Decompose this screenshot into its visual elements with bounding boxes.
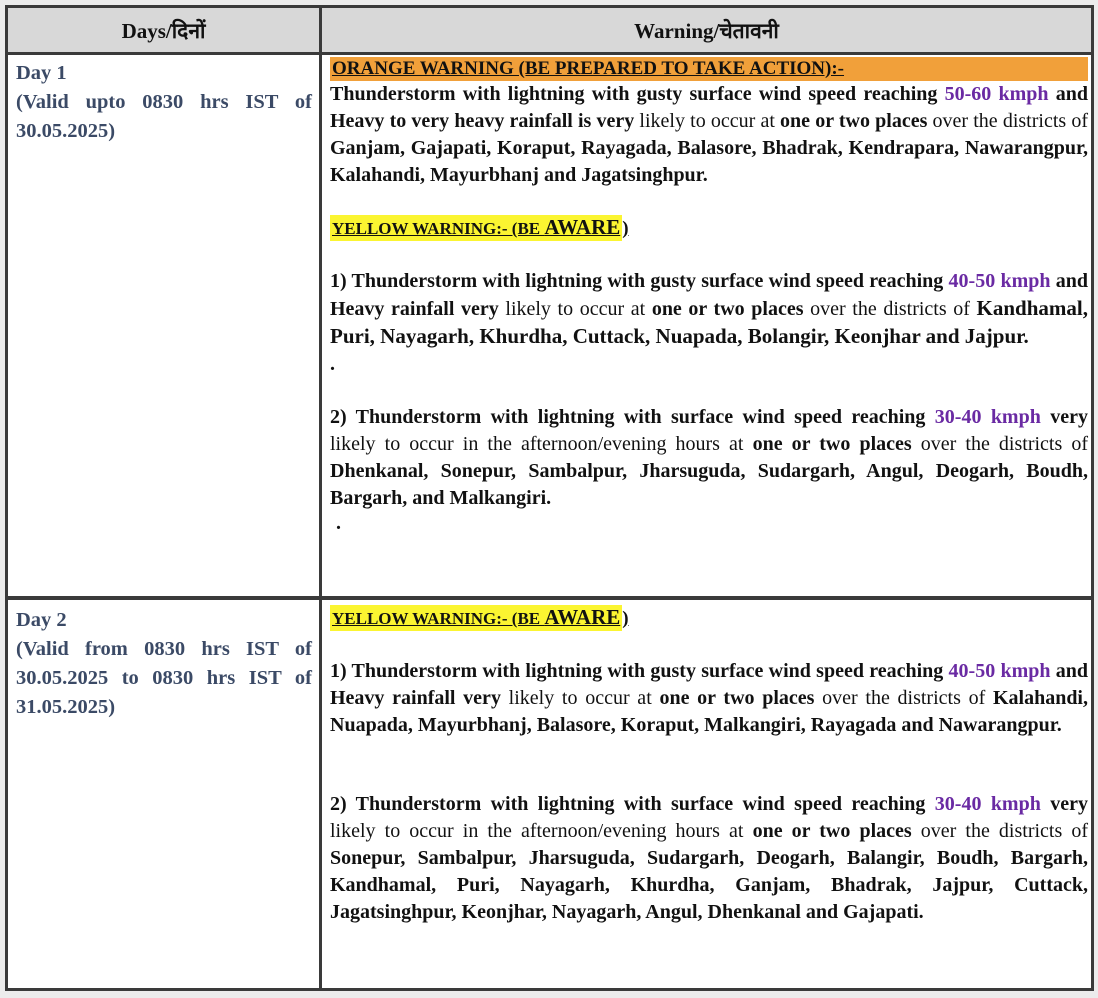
day2-validity: (Valid from 0830 hrs IST of 30.05.2025 to 0830 hrs IST of 31.05.2025) <box>16 638 312 718</box>
text-bold: very <box>1040 793 1088 815</box>
orange-warning-title: ORANGE WARNING (BE PREPARED TO TAKE ACTION):- <box>330 57 1088 81</box>
title-part: YELLOW WARNING:- (BE <box>332 219 545 238</box>
day2-warnings <box>330 605 1088 926</box>
day1-warnings <box>330 57 1088 534</box>
district-list: Dhenkanal, Sonepur, Sambalpur, Jharsuguda, Sudargarh, Angul, Deogarh, Boudh, Bargarh, and Malkangiri. <box>330 460 1088 509</box>
text-bold: 1) Thunderstorm with lightning with gusty surface wind speed reaching <box>330 660 949 682</box>
text-bold: one or two places <box>752 433 912 455</box>
wind-speed: 30-40 kmph <box>934 793 1041 815</box>
day2-cell <box>16 606 312 722</box>
header-days: Days/दिनों <box>121 19 206 43</box>
yellow-warning-item-2 <box>330 404 1088 512</box>
header-warning: Warning/चेतावनी <box>634 19 779 43</box>
day1-cell <box>16 59 312 146</box>
text-bold: one or two places <box>659 687 815 709</box>
day2-label: Day 2 <box>16 609 67 631</box>
text-bold: 2) Thunderstorm with lightning with surface wind speed reaching <box>330 793 935 815</box>
text-regular: over the districts of <box>803 298 977 320</box>
text-bold: and Heavy rainfall very <box>330 270 1088 320</box>
text-bold: 1) Thunderstorm with lightning with gusty surface wind speed reaching <box>330 270 949 292</box>
yellow-warning-item-1 <box>330 268 1088 351</box>
text-bold: one or two places <box>651 298 804 320</box>
wind-speed: 40-50 kmph <box>948 660 1051 682</box>
text-regular: likely to occur at <box>498 298 652 320</box>
text-bold: and Heavy to very heavy rainfall is very <box>330 83 1088 132</box>
text-bold: 2) Thunderstorm with lightning with surface wind speed reaching <box>330 406 935 428</box>
text-regular: over the districts of <box>814 687 993 709</box>
text-regular: over the districts of <box>911 820 1088 842</box>
title-part: YELLOW WARNING:- (BE <box>332 609 545 628</box>
title-part: AWARE <box>544 215 621 239</box>
text-bold: very <box>1040 406 1088 428</box>
district-list: Kandhamal, Puri, Nayagarh, Khurdha, Cuttack, Nuapada, Bolangir, Keonjhar and Jajpur. <box>330 296 1088 348</box>
text-regular: likely to occur in the afternoon/evening hours at <box>330 820 753 842</box>
text-bold: one or two places <box>780 110 928 132</box>
row-divider <box>8 596 1091 600</box>
day1-label: Day 1 <box>16 62 67 84</box>
yellow-warning-item-1 <box>330 658 1088 739</box>
table-header <box>8 8 1091 55</box>
orange-warning-text <box>330 81 1088 189</box>
title-part: AWARE <box>544 605 621 629</box>
yellow-warning-item-2 <box>330 791 1088 926</box>
text-regular: over the districts of <box>911 433 1088 455</box>
wind-speed: 40-50 kmph <box>948 270 1051 292</box>
title-part: ) <box>622 218 629 239</box>
separator-dot: . <box>330 353 335 375</box>
separator-dot: . <box>336 512 341 534</box>
wind-speed: 50-60 kmph <box>944 83 1049 105</box>
title-part: ) <box>622 608 629 629</box>
district-list: Sonepur, Sambalpur, Jharsuguda, Sudargarh, Deogarh, Balangir, Boudh, Bargarh, Kandhamal, Puri, Nayagarh, Khurdha, Ganjam, Bhadrak, Jajpur, Cuttack, Jagatsinghpur, Keonjhar, Nayagarh, Angul, Dhenkanal and Gajapati. <box>330 847 1088 923</box>
text-bold: and Heavy rainfall very <box>330 660 1088 709</box>
yellow-warning-title <box>330 605 622 631</box>
column-divider <box>319 8 322 988</box>
wind-speed: 30-40 kmph <box>934 406 1041 428</box>
yellow-warning-title <box>330 215 622 241</box>
text-regular: over the districts of <box>927 110 1088 132</box>
text-regular: likely to occur at <box>500 687 660 709</box>
text-bold: one or two places <box>752 820 912 842</box>
day1-validity: (Valid upto 0830 hrs IST of 30.05.2025) <box>16 91 312 142</box>
district-list: Kalahandi, Nuapada, Mayurbhanj, Balasore, Koraput, Malkangiri, Rayagada and Nawarangpur. <box>330 687 1088 736</box>
text-bold: Thunderstorm with lightning with gusty surface wind speed reaching <box>330 83 945 105</box>
district-list: Ganjam, Gajapati, Koraput, Rayagada, Balasore, Bhadrak, Kendrapara, Nawarangpur, Kalahandi, Mayurbhanj and Jagatsinghpur. <box>330 137 1088 186</box>
text-regular: likely to occur at <box>634 110 781 132</box>
warning-table <box>5 5 1094 991</box>
text-regular: likely to occur in the afternoon/evening hours at <box>330 433 753 455</box>
